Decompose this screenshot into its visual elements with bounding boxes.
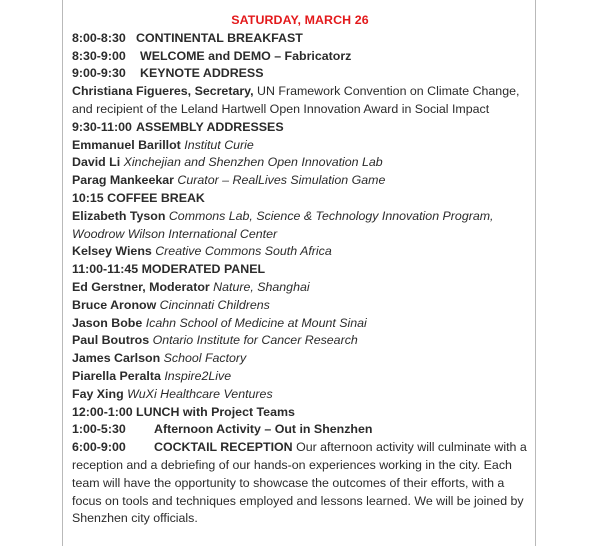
speaker-row (72, 279, 528, 297)
speaker-name: Elizabeth Tyson (72, 208, 166, 223)
speaker-affiliation: Icahn School of Medicine at Mount Sinai (145, 315, 367, 330)
schedule-item-assembly (72, 119, 528, 137)
speaker-row (72, 297, 528, 315)
schedule-item-lunch: 12:00-1:00 LUNCH with Project Teams (72, 404, 295, 419)
speaker-affiliation: Institut Curie (184, 137, 254, 152)
speaker-affiliation-continued (72, 226, 528, 244)
speaker-name: Christiana Figueres, Secretary, (72, 84, 254, 99)
speaker-name: Parag Mankeekar (72, 173, 174, 188)
item-time: 8:30-9:00 (72, 48, 126, 63)
speaker-row (72, 137, 528, 155)
speaker-name: Ed Gerstner, Moderator (72, 279, 210, 294)
speaker-affiliation: WuXi Healthcare Ventures (127, 386, 273, 401)
speaker-row (72, 350, 528, 368)
speaker-name: Jason Bobe (72, 315, 143, 330)
speaker-affiliation: Woodrow Wilson International Center (72, 226, 278, 241)
item-title: COCKTAIL RECEPTION (154, 440, 293, 455)
item-description: Our afternoon activity will culminate with a reception and a debriefing of our hands-on experiences working in the city. Each team will have the opportunity to showcase the outcomes of their efforts, with a focus on tools and techniques employed and lessons learned. We will be joined by Shenzhen city officials. (72, 440, 527, 526)
speaker-name: David Li (72, 155, 121, 170)
schedule-item-panel: 11:00-11:45 MODERATED PANEL (72, 262, 266, 277)
speaker-affiliation: Curator – RealLives Simulation Game (177, 173, 386, 188)
speaker-affiliation: Nature, Shanghai (213, 279, 310, 294)
speaker-name: Piarella Peralta (72, 368, 161, 383)
schedule-content (72, 12, 528, 528)
speaker-row (72, 154, 528, 172)
item-title: WELCOME and DEMO – Fabricatorz (140, 48, 352, 63)
item-time: 1:00-5:30 (72, 422, 126, 437)
item-title: Afternoon Activity – Out in Shenzhen (154, 422, 373, 437)
item-time: 9:00-9:30 (72, 66, 126, 81)
schedule-item-breakfast (72, 30, 528, 48)
schedule-item-keynote (72, 65, 528, 83)
speaker-affiliation: Xinchejian and Shenzhen Open Innovation Lab (123, 155, 383, 170)
speaker-description: and recipient of the Leland Hartwell Open Innovation Award in Social Impact (72, 101, 490, 116)
item-time: 9:30-11:00 (72, 119, 132, 134)
speaker-row (72, 172, 528, 190)
speaker-description: UN Framework Convention on Climate Change, (257, 84, 520, 99)
item-time: 8:00-8:30 (72, 30, 126, 45)
speaker-name: Emmanuel Barillot (72, 137, 181, 152)
speaker-name: Bruce Aronow (72, 297, 157, 312)
day-heading: SATURDAY, MARCH 26 (231, 13, 369, 27)
schedule-item-coffee: 10:15 COFFEE BREAK (72, 190, 205, 205)
speaker-affiliation: Ontario Institute for Cancer Research (152, 333, 358, 348)
keynote-description-line (72, 101, 528, 119)
speaker-affiliation: School Factory (163, 351, 247, 366)
speaker-affiliation: Commons Lab, Science & Technology Innovation Program, (168, 208, 494, 223)
item-time: 6:00-9:00 (72, 440, 126, 455)
schedule-item-welcome (72, 48, 528, 66)
speaker-name: James Carlson (72, 351, 161, 366)
speaker-name: Kelsey Wiens (72, 244, 152, 259)
speaker-name: Paul Boutros (72, 333, 150, 348)
speaker-row (72, 243, 528, 261)
speaker-name: Fay Xing (72, 386, 124, 401)
item-title: KEYNOTE ADDRESS (140, 66, 264, 81)
speaker-row (72, 208, 528, 226)
speaker-row (72, 332, 528, 350)
schedule-item-afternoon (72, 421, 528, 439)
speaker-row (72, 315, 528, 333)
speaker-row (72, 368, 528, 386)
keynote-speaker-line (72, 83, 528, 101)
speaker-row (72, 386, 528, 404)
speaker-affiliation: Inspire2Live (164, 368, 232, 383)
item-title: CONTINENTAL BREAKFAST (136, 30, 303, 45)
speaker-affiliation: Cincinnati Childrens (159, 297, 270, 312)
item-title: ASSEMBLY ADDRESSES (136, 119, 284, 134)
speaker-affiliation: Creative Commons South Africa (155, 244, 332, 259)
schedule-item-reception (72, 439, 528, 528)
